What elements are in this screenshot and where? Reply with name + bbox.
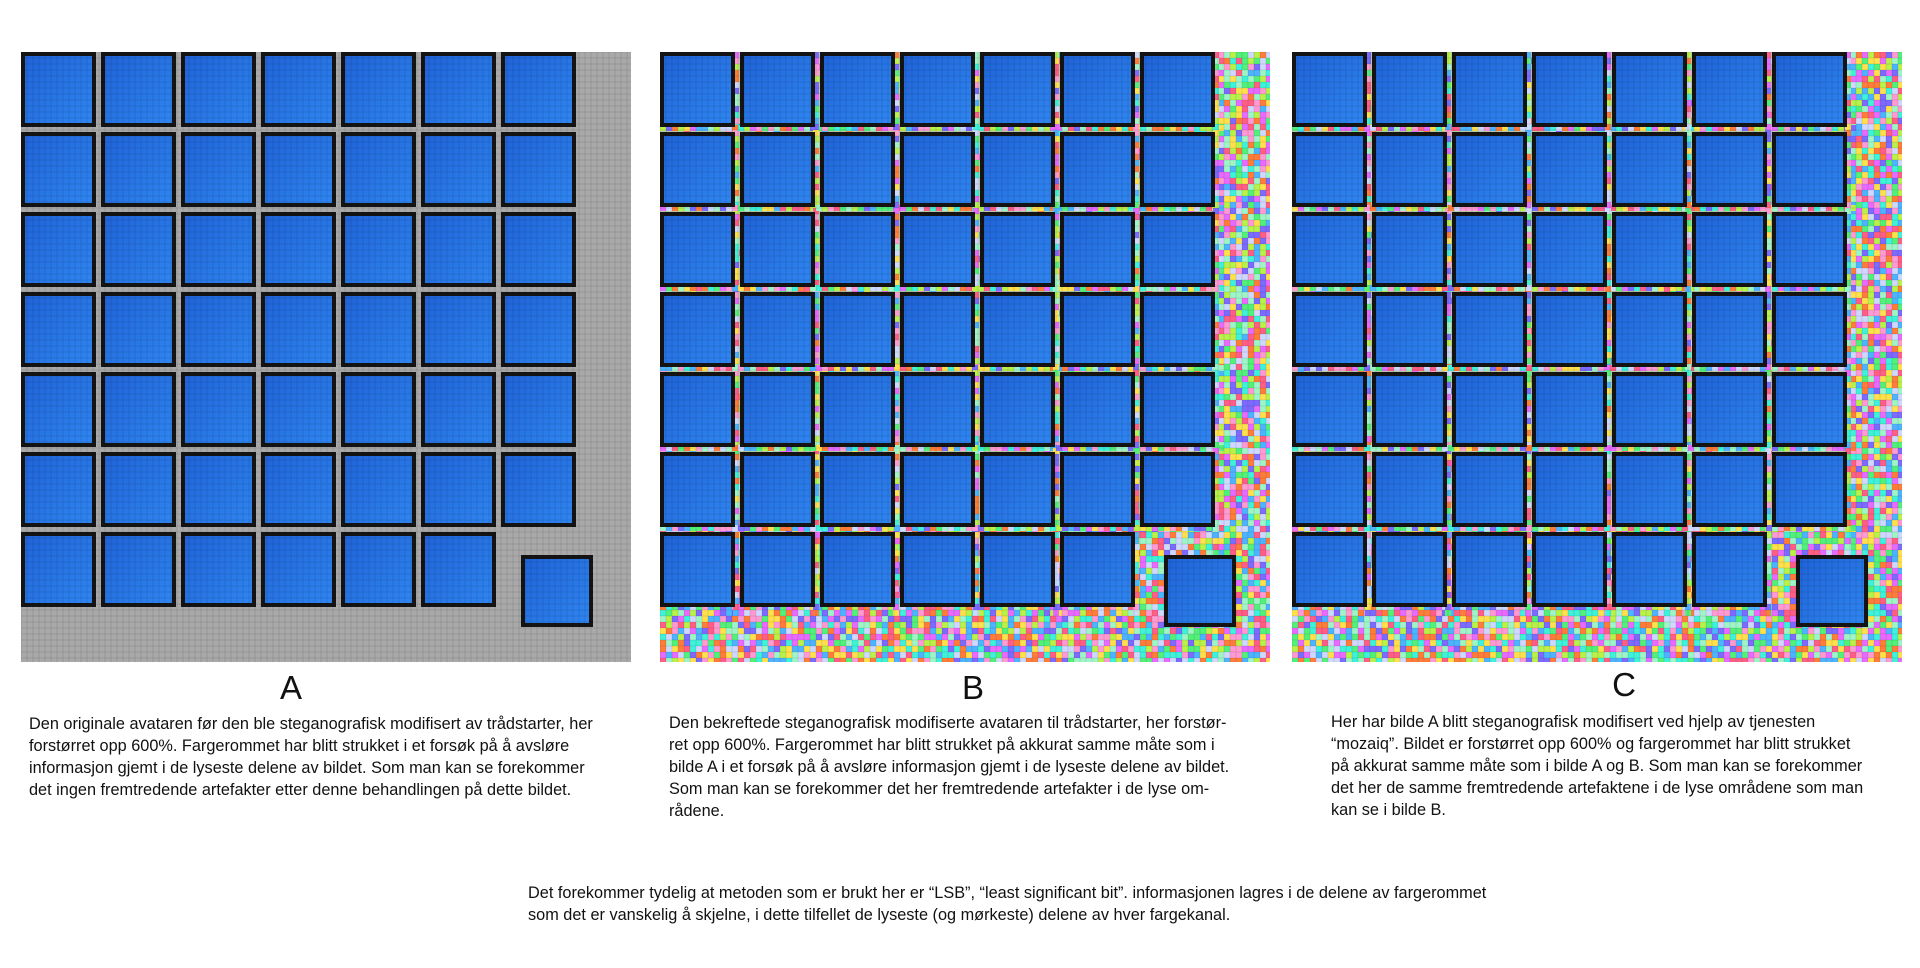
caption-line: Som man kan se forekommer det her fremtredende artefakter i de lyse om-	[669, 780, 1210, 798]
panel-c-image	[1292, 52, 1902, 662]
panel-a-label: A	[279, 669, 302, 706]
conclusion-text	[528, 882, 1628, 926]
panel-b-image	[660, 52, 1270, 662]
caption-line: Her har bilde A blitt steganografisk modifisert ved hjelp av tjenesten	[1331, 713, 1816, 731]
conclusion-line: som det er vanskelig å skjelne, i dette tilfellet de lyseste (og mørkeste) delene av hver fargekanal.	[528, 906, 1231, 924]
panel-a-caption	[29, 713, 629, 801]
panel-b-label: B	[961, 669, 984, 706]
caption-line: ret opp 600%. Fargerommet har blitt strukket på akkurat samme måte som i	[669, 736, 1215, 754]
caption-line: det her de samme fremtredende artefaktene i de lyse områdene som man	[1331, 779, 1864, 797]
panel-b-caption	[669, 712, 1269, 822]
caption-line: bilde A i et forsøk på å avsløre informasjon gjemt i de lyseste delene av bildet.	[669, 758, 1230, 776]
pixel-grid-overlay	[21, 52, 631, 662]
caption-line: kan se i bilde B.	[1331, 801, 1446, 819]
panel-a-image	[21, 52, 631, 662]
caption-line: rådene.	[669, 802, 725, 820]
caption-line: på akkurat samme måte som i bilde A og B. Som man kan se forekommer	[1331, 757, 1863, 775]
panel-c-label: C	[1612, 666, 1636, 703]
pixel-grid-overlay	[1292, 52, 1902, 662]
caption-line: “mozaiq”. Bildet er forstørret opp 600% og fargerommet har blitt strukket	[1331, 735, 1851, 753]
caption-line: informasjon gjemt i de lyseste delene av bildet. Som man kan se forekommer	[29, 759, 585, 777]
caption-line: forstørret opp 600%. Fargerommet har blitt strukket i et forsøk på å avsløre	[29, 737, 570, 755]
pixel-grid-overlay	[660, 52, 1270, 662]
caption-line: Den bekreftede steganografisk modifiserte avataren til trådstarter, her forstør-	[669, 714, 1227, 732]
caption-line: det ingen fremtredende artefakter etter denne behandlingen på dette bildet.	[29, 781, 572, 799]
caption-line: Den originale avataren før den ble steganografisk modifisert av trådstarter, her	[29, 715, 593, 733]
panel-c-caption	[1331, 711, 1911, 821]
conclusion-line: Det forekommer tydelig at metoden som er brukt her er “LSB”, “least significant bit”. informasjonen lagres i de delene av fargerommet	[528, 884, 1487, 902]
